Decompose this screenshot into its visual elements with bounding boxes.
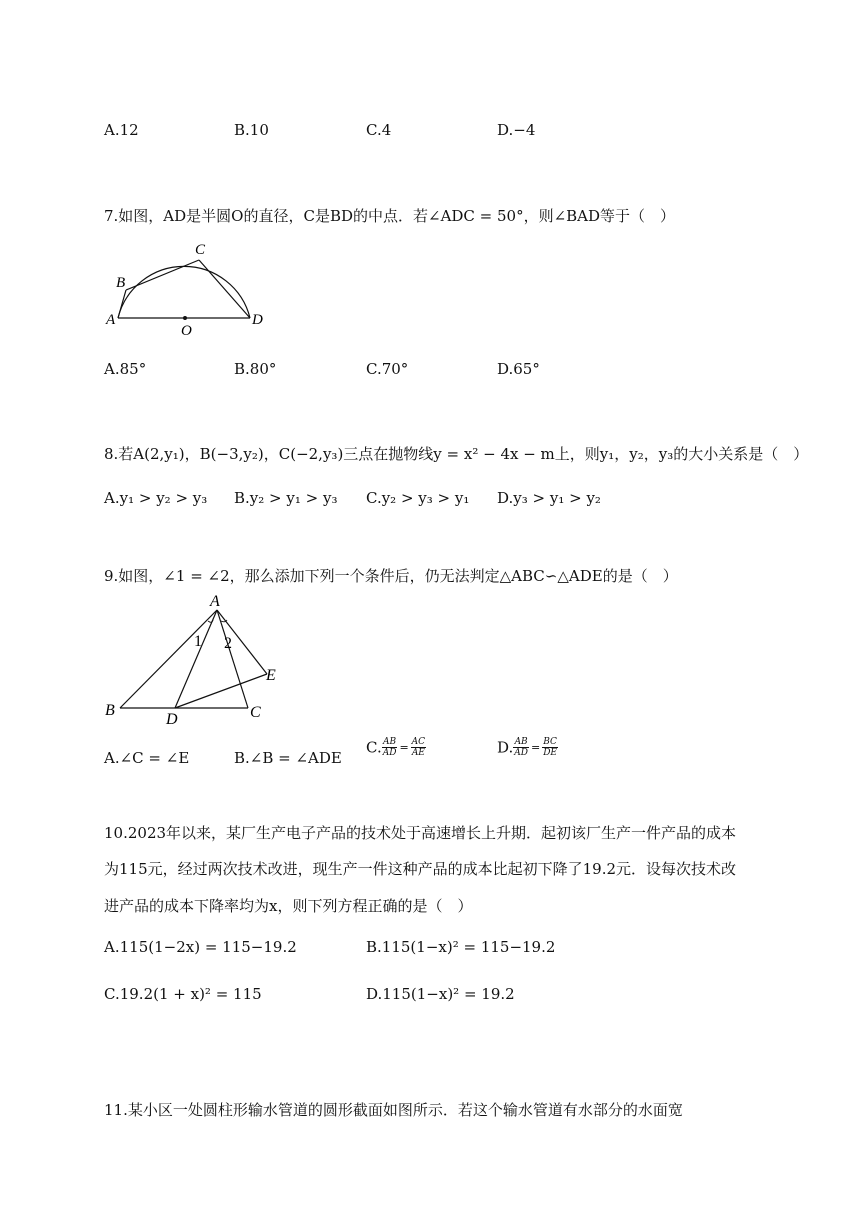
q9-option-d-right-denominator: DE <box>543 748 557 758</box>
q9-option-c-equals: = <box>399 741 409 754</box>
q9-option-c-left-numerator: AB <box>383 737 397 747</box>
q7-segment-ab <box>118 290 126 318</box>
q7-option-c: C.70° <box>366 360 409 378</box>
q9-option-d-left-denominator: AD <box>514 748 528 758</box>
q9-label-b: B <box>105 702 115 719</box>
q10-line-1: 10.2023年以来，某厂生产电子产品的技术处于高速增长上升期．起初该厂生产一件产品的成本 <box>104 824 737 842</box>
q10-line-2: 为115元，经过两次技术改进，现生产一件这种产品的成本比起初下降了19.2元．设每次技术改 <box>104 860 737 878</box>
q6-option-b: B.10 <box>234 121 269 139</box>
q7-segment-cd <box>199 260 250 318</box>
q7-stem: 7.如图，AD是半圆O的直径，C是BD的中点．若∠ADC = 50°，则∠BAD等于（ ） <box>104 207 676 225</box>
q9-label-angle-2: 2 <box>224 635 232 652</box>
q7-option-b: B.80° <box>234 360 277 378</box>
q9-option-b: B.∠B = ∠ADE <box>234 749 342 767</box>
q7-label-a: A <box>106 312 116 328</box>
q8-stem: 8.若A(2,y₁)，B(−3,y₂)，C(−2,y₃)三点在抛物线y = x² − 4x − m上，则y₁，y₂，y₃的大小关系是（ ） <box>104 445 809 463</box>
q9-option-c-fraction-right <box>411 737 426 758</box>
q10-line-3: 进产品的成本下降率均为x，则下列方程正确的是（ ） <box>104 897 473 915</box>
q9-label-c: C <box>250 704 261 721</box>
q8-option-d: D.y₃ > y₁ > y₂ <box>497 489 601 507</box>
q9-option-c-right-numerator: AC <box>411 737 426 747</box>
q9-angle-arc-2 <box>221 620 227 622</box>
q6-option-d: D.−4 <box>497 121 536 139</box>
q9-segment-ab <box>120 610 217 708</box>
q9-option-d-prefix: D. <box>497 738 514 757</box>
q7-label-c: C <box>195 242 206 258</box>
q9-option-c-right-denominator: AE <box>411 748 425 758</box>
q9-segment-de <box>175 674 267 708</box>
q9-stem: 9.如图，∠1 = ∠2，那么添加下列一个条件后，仍无法判定△ABC∽△ADE的是（ ） <box>104 567 678 585</box>
q9-option-d-fraction-right <box>542 737 558 758</box>
q9-option-d-left-numerator: AB <box>514 737 528 747</box>
q9-option-c-fraction-left <box>382 737 398 758</box>
q8-option-b: B.y₂ > y₁ > y₃ <box>234 489 338 507</box>
q9-option-a: A.∠C = ∠E <box>104 749 190 767</box>
q7-semicircle-arc <box>118 266 250 318</box>
q7-option-a: A.85° <box>104 360 147 378</box>
q10-option-c: C.19.2(1 + x)² = 115 <box>104 985 262 1003</box>
q11-line-1: 11.某小区一处圆柱形输水管道的圆形截面如图所示．若这个输水管道有水部分的水面宽 <box>104 1101 683 1119</box>
q9-label-d: D <box>166 711 178 725</box>
q7-option-d: D.65° <box>497 360 540 378</box>
q9-option-d-fraction-left <box>513 737 529 758</box>
q7-center-point <box>183 316 187 320</box>
q9-segment-ad <box>175 610 217 708</box>
q10-option-a: A.115(1−2x) = 115−19.2 <box>104 938 297 956</box>
q9-option-c <box>366 737 426 758</box>
q6-option-a: A.12 <box>104 121 139 139</box>
q9-label-a: A <box>210 593 220 610</box>
q8-option-c: C.y₂ > y₃ > y₁ <box>366 489 470 507</box>
q10-option-b: B.115(1−x)² = 115−19.2 <box>366 938 556 956</box>
q9-option-d-right-numerator: BC <box>543 737 557 747</box>
q7-label-b: B <box>116 275 126 291</box>
q7-label-o: O <box>181 323 192 338</box>
q9-option-c-left-denominator: AD <box>382 748 397 758</box>
q7-label-d: D <box>252 312 263 328</box>
q9-option-d-equals: = <box>530 741 541 754</box>
q9-label-e: E <box>266 667 276 684</box>
q6-option-c: C.4 <box>366 121 392 139</box>
q8-option-a: A.y₁ > y₂ > y₃ <box>104 489 208 507</box>
q9-segment-ac <box>217 610 248 708</box>
q7-segment-bc <box>126 260 199 290</box>
q9-option-c-prefix: C. <box>366 738 382 757</box>
q7-figure <box>104 238 279 338</box>
q9-figure <box>100 590 300 725</box>
q9-label-angle-1: 1 <box>194 633 202 650</box>
q9-option-d <box>497 737 558 758</box>
q10-option-d: D.115(1−x)² = 19.2 <box>366 985 515 1003</box>
